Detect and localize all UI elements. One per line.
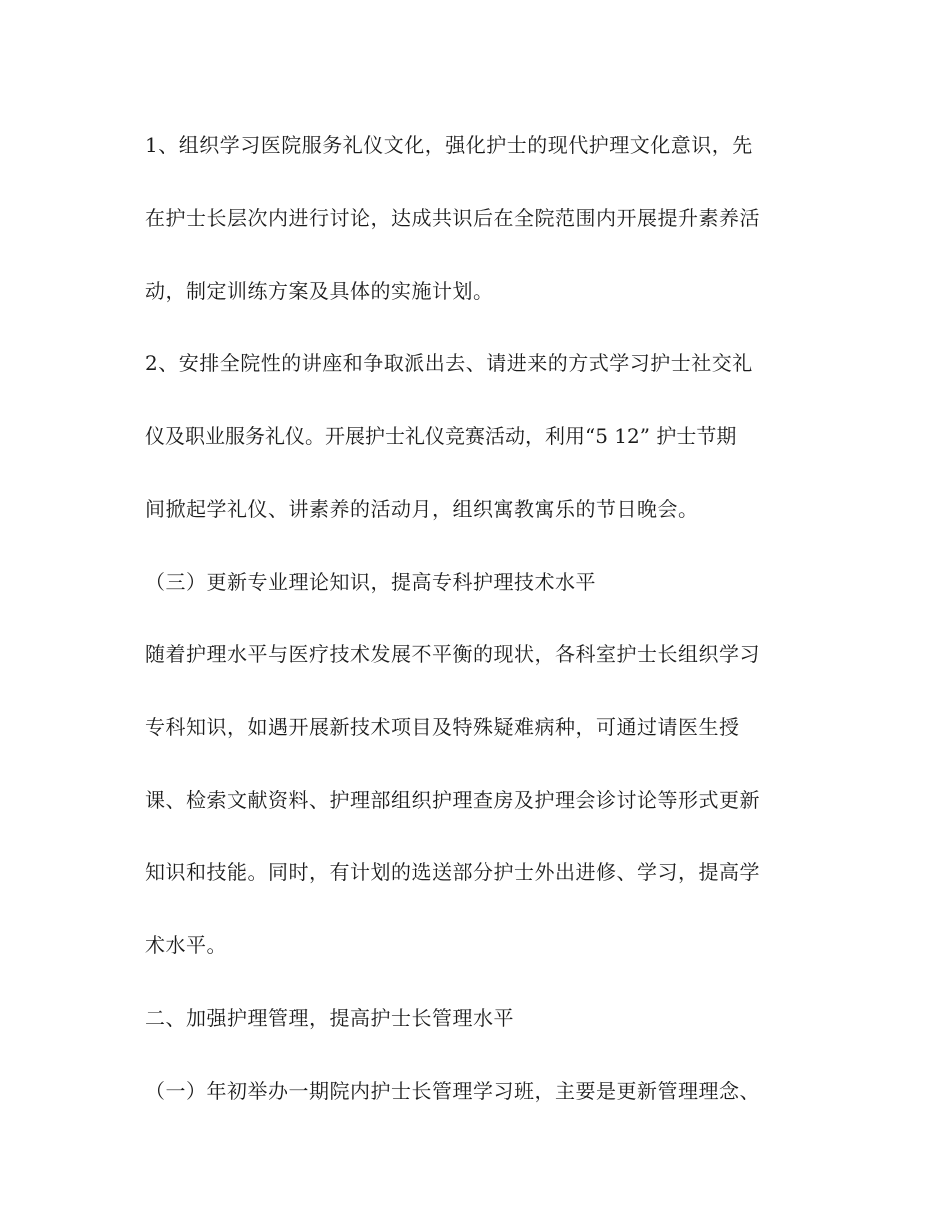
paragraph-1-line-2: 在护士长层次内进行讨论，达成共识后在全院范围内开展提升素养活	[145, 206, 760, 230]
paragraph-2-line-3: 间掀起学礼仪、讲素养的活动月，组织寓教寓乐的节日晚会。	[145, 497, 699, 521]
paragraph-4-line-1: （一）年初举办一期院内护士长管理学习班，主要是更新管理理念、	[145, 1079, 760, 1103]
section-heading-2: 二、加强护理管理，提高护士长管理水平	[145, 1006, 514, 1030]
paragraph-1-line-3: 动，制定训练方案及具体的实施计划。	[145, 279, 494, 303]
paragraph-1-line-1: 1、组织学习医院服务礼仪文化，强化护士的现代护理文化意识，先	[145, 133, 753, 157]
section-heading-3: （三）更新专业理论知识，提高专科护理技术水平	[145, 570, 596, 594]
paragraph-2-line-1: 2、安排全院性的讲座和争取派出去、请进来的方式学习护士社交礼	[145, 351, 753, 375]
paragraph-3-line-3: 课、检索文献资料、护理部组织护理查房及护理会诊讨论等形式更新	[145, 788, 760, 812]
paragraph-3-line-2: 专科知识，如遇开展新技术项目及特殊疑难病种，可通过请医生授	[145, 715, 740, 739]
paragraph-2-line-2: 仪及职业服务礼仪。开展护士礼仪竞赛活动，利用“5 12” 护士节期	[145, 424, 737, 448]
paragraph-3-line-1: 随着护理水平与医疗技术发展不平衡的现状，各科室护士长组织学习	[145, 642, 760, 666]
paragraph-3-line-5: 术水平。	[145, 933, 227, 957]
paragraph-3-line-4: 知识和技能。同时，有计划的选送部分护士外出进修、学习，提高学	[145, 860, 760, 884]
